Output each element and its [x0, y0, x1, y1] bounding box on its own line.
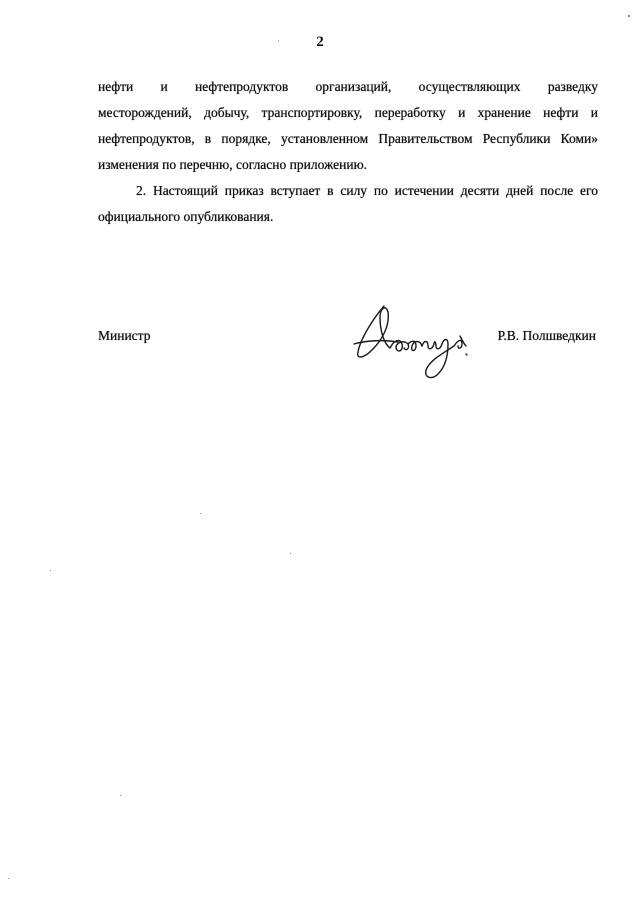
scan-speck: [50, 570, 51, 571]
paragraph-2: [98, 178, 598, 230]
signatory-title: Министр: [98, 328, 151, 343]
scan-speck: [278, 40, 279, 41]
scan-speck: [200, 513, 201, 514]
handwritten-signature: [350, 300, 490, 382]
scan-speck: [120, 795, 121, 796]
paragraph-2-line-1: 2. Настоящий приказ вступает в силу по истечении десяти дней после его: [136, 183, 598, 198]
page-number: 2: [316, 34, 324, 50]
signatory-name: Р.В. Полшведкин: [497, 328, 596, 343]
paragraph-1-line-3: нефтепродуктов, в порядке, установленном Правительством Республики Коми»: [98, 131, 598, 146]
scan-speck: [290, 553, 291, 554]
scan-speck: [628, 15, 630, 17]
scan-speck: [8, 878, 9, 879]
signature-block: [98, 300, 598, 390]
paragraph-1-line-2: месторождений, добычу, транспортировку, переработку и хранение нефти и: [98, 105, 598, 120]
paragraph-2-line-2: официального опубликования.: [98, 209, 274, 224]
paragraph-1: [98, 74, 598, 178]
paragraph-1-line-1: нефти и нефтепродуктов организаций, осуществляющих разведку: [98, 79, 598, 94]
paragraph-1-line-4: изменения по перечню, согласно приложению.: [98, 157, 368, 172]
